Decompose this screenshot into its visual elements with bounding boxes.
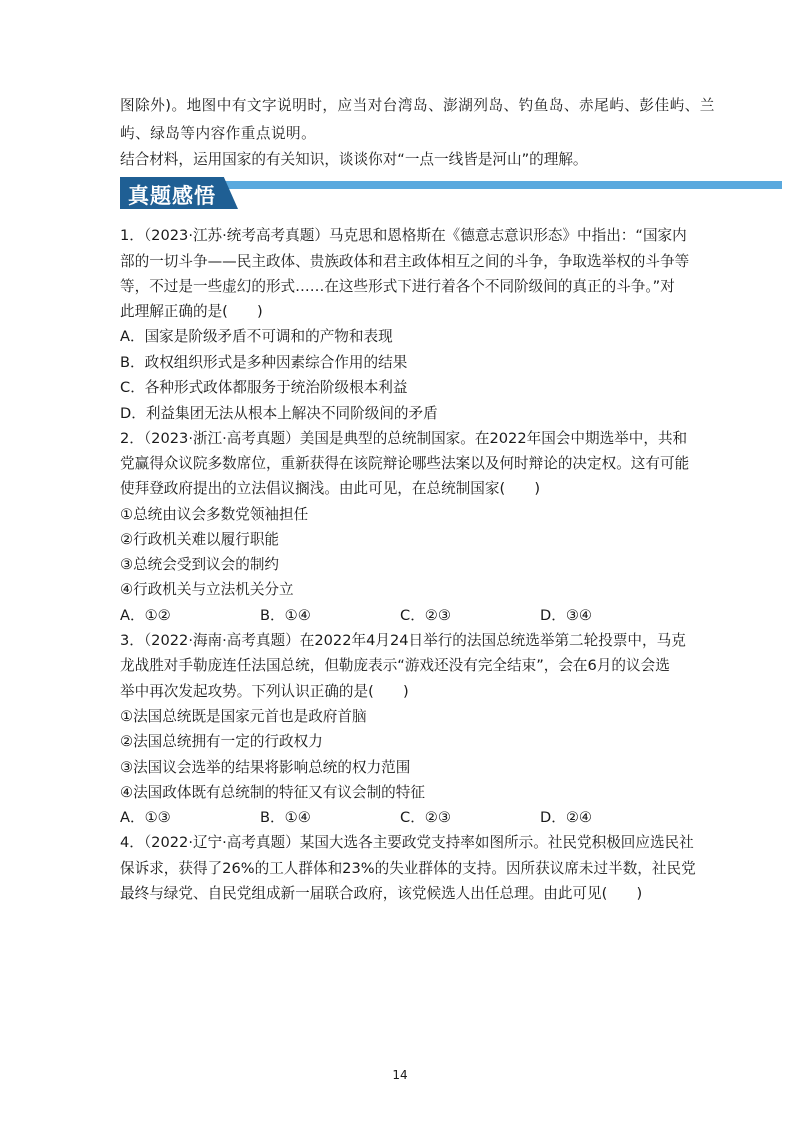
intro-question: 结合材料，运用国家的有关知识，谈谈你对“一点一线皆是河山”的理解。 (120, 151, 588, 168)
intro-line-1: 图除外)。地图中有文字说明时，应当对台湾岛、澎湖列岛、钓鱼岛、赤尾屿、彭佳屿、兰 (120, 97, 715, 114)
q3-choice-d: D．②④ (540, 809, 592, 826)
q1-option-d: D．利益集团无法从根本上解决不同阶级间的矛盾 (120, 405, 438, 422)
banner-stripe (220, 181, 782, 189)
q1-option-a: A．国家是阶级矛盾不可调和的产物和表现 (120, 328, 393, 345)
q3-choice-a: A．①③ (120, 809, 171, 826)
q3-statement-3: ③法国议会选举的结果将影响总统的权力范围 (120, 759, 411, 776)
q3-line-3: 举中再次发起攻势。下列认识正确的是( ) (120, 683, 409, 700)
q2-choice-b: B．①④ (260, 607, 311, 624)
q2-statement-1: ①总统由议会多数党领袖担任 (120, 506, 309, 523)
q1-line-3: 等，不过是一些虚幻的形式……在这些形式下进行着各个不同阶级间的真正的斗争。”对 (120, 278, 675, 295)
intro-line-2: 屿、绿岛等内容作重点说明。 (120, 125, 317, 142)
q4-line-2: 保诉求，获得了26%的工人群体和23%的失业群体的支持。因所获议席未过半数，社民党 (120, 860, 696, 877)
q3-choice-c: C．②③ (400, 809, 451, 826)
q3-line-1: 3．（2022·海南·高考真题）在2022年4月24日举行的法国总统选举第二轮投票中，马克 (120, 632, 686, 649)
q3-line-2: 龙战胜对手勒庞连任法国总统，但勒庞表示“游戏还没有完全结束”，会在6月的议会选 (120, 657, 670, 674)
q2-choice-a: A．①② (120, 607, 171, 624)
q2-statement-4: ④行政机关与立法机关分立 (120, 581, 294, 598)
q3-statement-4: ④法国政体既有总统制的特征又有议会制的特征 (120, 784, 425, 801)
q1-option-c: C．各种形式政体都服务于统治阶级根本利益 (120, 379, 408, 396)
q2-statement-3: ③总统会受到议会的制约 (120, 556, 280, 573)
q2-line-2: 党赢得众议院多数席位，重新获得在该院辩论哪些法案以及何时辩论的决定权。这有可能 (120, 455, 690, 472)
q1-line-2: 部的一切斗争——民主政体、贵族政体和君主政体相互之间的斗争，争取选举权的斗争等 (120, 253, 690, 270)
q2-statement-2: ②行政机关难以履行职能 (120, 531, 280, 548)
q4-line-1: 4．（2022·辽宁·高考真题）某国大选各主要政党支持率如图所示。社民党积极回应选民社 (120, 834, 694, 851)
q1-line-4: 此理解正确的是( ) (120, 303, 263, 320)
q2-line-1: 2．（2023·浙江·高考真题）美国是典型的总统制国家。在2022年国会中期选举中，共和 (120, 430, 688, 447)
q1-line-1: 1．（2023·江苏·统考高考真题）马克思和恩格斯在《德意志意识形态》中指出：“国家内 (120, 227, 687, 244)
q3-statement-2: ②法国总统拥有一定的行政权力 (120, 733, 323, 750)
q2-choice-c: C．②③ (400, 607, 451, 624)
q4-line-3: 最终与绿党、自民党组成新一届联合政府，该党候选人出任总理。由此可见( ) (120, 885, 643, 902)
q2-line-3: 使拜登政府提出的立法倡议搁浅。由此可见，在总统制国家( ) (120, 480, 541, 497)
q2-choice-d: D．③④ (540, 607, 592, 624)
q1-option-b: B．政权组织形式是多种因素综合作用的结果 (120, 354, 408, 371)
section-title: 真题感悟 (128, 184, 216, 208)
page-number: 14 (392, 1068, 408, 1082)
section-banner (120, 177, 782, 209)
q3-choice-b: B．①④ (260, 809, 311, 826)
q3-statement-1: ①法国总统既是国家元首也是政府首脑 (120, 708, 367, 725)
